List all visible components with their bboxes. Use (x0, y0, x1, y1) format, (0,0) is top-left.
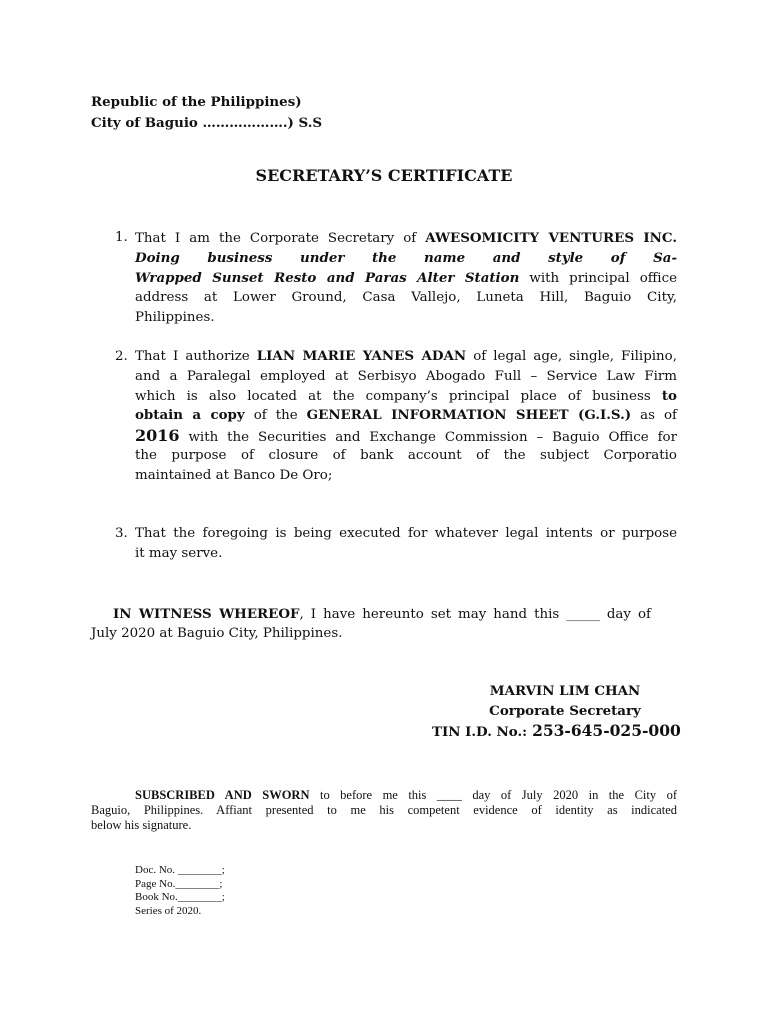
item-text: with the Securities and Exchange Commission – Baguio Office for (179, 430, 677, 446)
item-3-line-2 (135, 544, 677, 564)
signatory-position: Corporate Secretary (489, 702, 641, 719)
item-1-paragraph (135, 228, 677, 328)
emphasis-text: to (661, 387, 677, 404)
item-text: it may serve. (135, 546, 223, 561)
jurat-line-3 (91, 818, 677, 833)
item-text: which is also located at the company’s principal place of business (135, 388, 662, 404)
item-text: That I authorize (135, 349, 257, 364)
item-3-number: 3. (115, 526, 128, 541)
item-text: address at Lower Ground, Casa Vallejo, Luneta Hill, Baguio City, (135, 290, 677, 305)
item-text: and a Paralegal employed at Serbisyo Abogado Full – Service Law Firm (135, 368, 677, 384)
witness-line-2 (91, 624, 651, 644)
item-2-line-1 (135, 347, 677, 367)
jurat-heading: SUBSCRIBED AND SWORN (135, 788, 310, 802)
item-3-line-1 (135, 524, 677, 544)
item-1-line-5 (135, 308, 677, 328)
document-name: GENERAL INFORMATION SHEET (G.I.S.) (306, 407, 632, 424)
jurat-paragraph (91, 788, 677, 833)
tin-label: TIN I.D. No.: (432, 724, 528, 740)
document-title: SECRETARY’S CERTIFICATE (255, 166, 513, 185)
item-3-paragraph (135, 524, 677, 564)
venue-republic: Republic of the Philippines) (91, 94, 302, 110)
tin-line (432, 721, 702, 743)
series-year: Series of 2020. (135, 905, 202, 918)
item-1-number: 1. (115, 230, 128, 245)
item-2-number: 2. (115, 349, 128, 364)
signature-block (432, 682, 702, 743)
item-text: the purpose of closure of bank account of the subject Corporatio (135, 447, 677, 463)
item-text: as of (631, 408, 677, 424)
witness-text: , I have hereunto set may hand this _____ day of (299, 607, 651, 622)
authorized-person-name: LIAN MARIE YANES ADAN (256, 348, 467, 364)
company-name: AWESOMICITY VENTURES INC. (425, 230, 677, 246)
jurat-line-1 (91, 788, 677, 803)
item-2-line-7 (135, 466, 677, 486)
signatory-name: MARVIN LIM CHAN (489, 683, 641, 699)
witness-clause (91, 604, 651, 644)
emphasis-text: obtain a copy (135, 407, 245, 424)
item-text: That I am the Corporate Secretary of (135, 231, 426, 246)
witness-text: July 2020 at Baguio City, Philippines. (91, 626, 343, 641)
item-text: of legal age, single, Filipino, (466, 349, 677, 364)
witness-line-1 (91, 604, 651, 624)
witness-heading: IN WITNESS WHEREOF (113, 606, 300, 622)
venue-header (91, 92, 322, 134)
jurat-text: Baguio, Philippines. Affiant presented to me his competent evidence of identity as indicated (91, 803, 677, 817)
page-number: Page No.________; (135, 877, 223, 890)
tin-number: 253-645-025-000 (532, 721, 681, 740)
item-1-line-1 (135, 228, 677, 248)
item-1-line-3 (135, 268, 677, 288)
item-2-line-3 (135, 387, 677, 407)
year-text: 2016 (135, 426, 180, 446)
item-2-line-4 (135, 406, 677, 426)
book-number: Book No.________; (135, 891, 225, 904)
item-text: Philippines. (135, 310, 215, 325)
business-style-text: Doing business under the name and style of Sa- (135, 250, 677, 266)
item-2-paragraph (135, 347, 677, 486)
notarial-register (135, 864, 225, 919)
jurat-text: below his signature. (91, 818, 192, 832)
jurat-line-2 (91, 803, 677, 818)
item-text: of the (244, 408, 307, 424)
venue-city: City of Baguio ……………….) S.S (91, 115, 323, 131)
jurat-text: to before me this ____ day of July 2020 in the City of (309, 788, 677, 802)
doc-number: Doc. No. ________; (135, 864, 225, 876)
business-style-text: Wrapped Sunset Resto and Paras Alter Station (135, 270, 520, 286)
item-text: with principal office (519, 271, 677, 286)
item-text: That the foregoing is being executed for whatever legal intents or purpose (135, 526, 677, 541)
item-2-line-2 (135, 367, 677, 387)
item-text: maintained at Banco De Oro; (135, 467, 333, 483)
item-2-line-6 (135, 446, 677, 466)
item-1-line-4 (135, 288, 677, 308)
item-1-line-2 (135, 248, 677, 268)
item-2-line-5 (135, 426, 677, 446)
